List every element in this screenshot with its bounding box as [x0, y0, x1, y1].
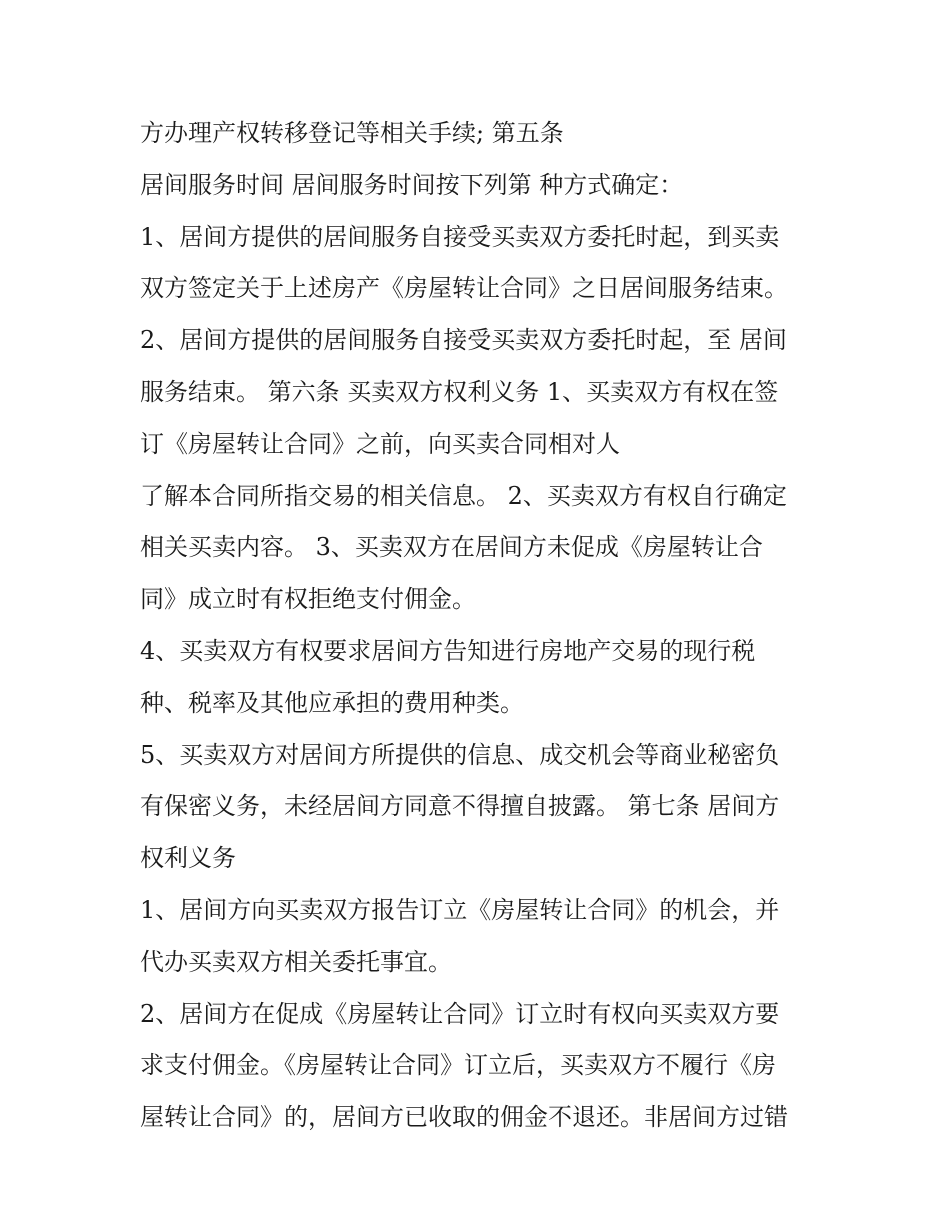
- text-line: 种、税率及其他应承担的费用种类。: [140, 688, 524, 717]
- text-line: 权利义务: [140, 844, 236, 873]
- document-body: [140, 108, 840, 1144]
- text-line: 有保密义务，未经居间方同意不得擅自披露。 第七条 居间方: [140, 792, 780, 821]
- text-line: 1、居间方向买卖双方报告订立《房屋转让合同》的机会，并: [140, 895, 780, 924]
- text-line: 了解本合同所指交易的相关信息。 2、买卖双方有权自行确定: [140, 481, 787, 510]
- text-line: 居间服务时间 居间服务时间按下列第 种方式确定：: [140, 170, 684, 199]
- text-line: 1、居间方提供的居间服务自接受买卖双方委托时起，到买卖: [140, 222, 780, 251]
- text-line: 2、居间方提供的居间服务自接受买卖双方委托时起，至 居间: [140, 326, 787, 355]
- text-line: 4、买卖双方有权要求居间方告知进行房地产交易的现行税: [140, 636, 756, 665]
- text-line: 求支付佣金。《房屋转让合同》订立后，买卖双方不履行《房: [140, 1051, 776, 1080]
- text-line: 方办理产权转移登记等相关手续; 第五条: [140, 119, 564, 147]
- text-line: 5、买卖双方对居间方所提供的信息、成交机会等商业秘密负: [140, 740, 780, 769]
- text-line: 相关买卖内容。 3、买卖双方在居间方未促成《房屋转让合: [140, 533, 763, 562]
- text-line: 服务结束。 第六条 买卖双方权利义务 1、买卖双方有权在签: [140, 377, 779, 406]
- text-line: 双方签定关于上述房产《房屋转让合同》之日居间服务结束。: [140, 274, 788, 303]
- text-line: 2、居间方在促成《房屋转让合同》订立时有权向买卖双方要: [140, 999, 780, 1028]
- text-line: 屋转让合同》的，居间方已收取的佣金不退还。非居间方过错: [140, 1103, 788, 1132]
- text-line: 订《房屋转让合同》之前，向买卖合同相对人: [140, 429, 620, 458]
- text-line: 代办买卖双方相关委托事宜。: [140, 947, 452, 976]
- text-line: 同》成立时有权拒绝支付佣金。: [140, 585, 476, 614]
